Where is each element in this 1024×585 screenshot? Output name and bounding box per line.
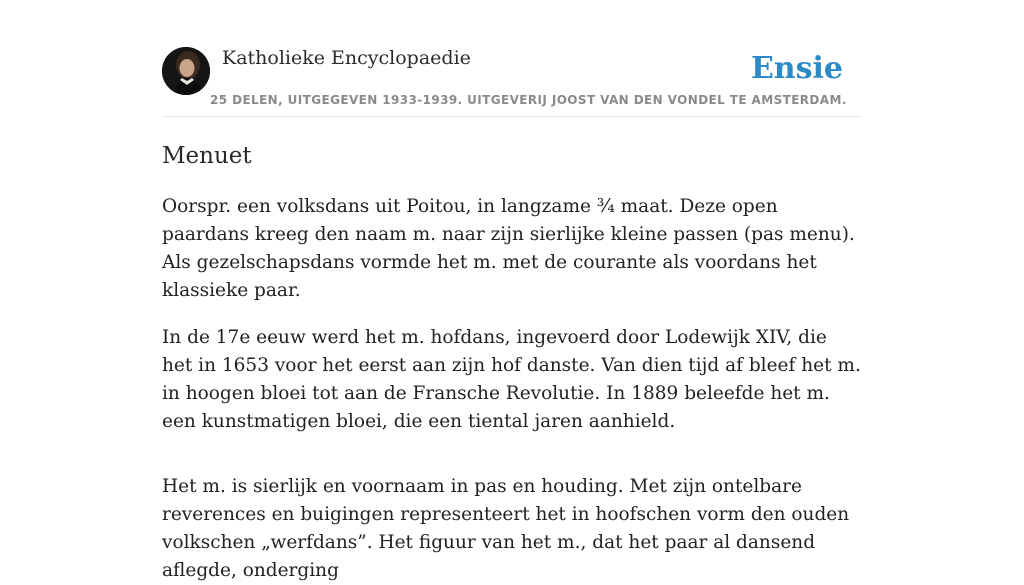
article-paragraph: In de 17e eeuw werd het m. hofdans, ingevoerd door Lodewijk XIV, die het in 1653 voor het eerst aan zijn hof danste. Van dien tijd af bleef het m. in hoogen bloei tot aan de Fransche Revolutie. In 1889 beleefde het m. een kunstmatigen bloei, die een tiental jaren aanhield. <box>162 327 861 432</box>
article-body <box>162 193 862 585</box>
article-title: Menuet <box>162 143 252 169</box>
page <box>162 0 862 585</box>
article-paragraph: Oorspr. een volksdans uit Poitou, in langzame ¾ maat. Deze open paardans kreeg den naam m. naar zijn sierlijke kleine passen (pas menu). Als gezelschapsdans vormde het m. met de courante als voordans het klassieke paar. <box>162 196 855 301</box>
brand-logo[interactable]: Ensie <box>750 51 843 86</box>
source-title[interactable]: Katholieke Encyclopaedie <box>222 47 471 69</box>
source-header <box>162 0 862 117</box>
article-paragraph: Het m. is sierlijk en voornaam in pas en houding. Met zijn ontelbare reverences en buigingen representeert het in hoofschen vorm den ouden volkschen „werfdans”. Het figuur van het m., dat het paar al dansend aflegde, onderging <box>162 476 850 581</box>
portrait-icon <box>162 47 210 95</box>
source-subtitle: 25 DELEN, UITGEGEVEN 1933-1939. UITGEVERIJ JOOST VAN DEN VONDEL TE AMSTERDAM. <box>210 93 847 107</box>
source-avatar[interactable] <box>162 47 210 95</box>
